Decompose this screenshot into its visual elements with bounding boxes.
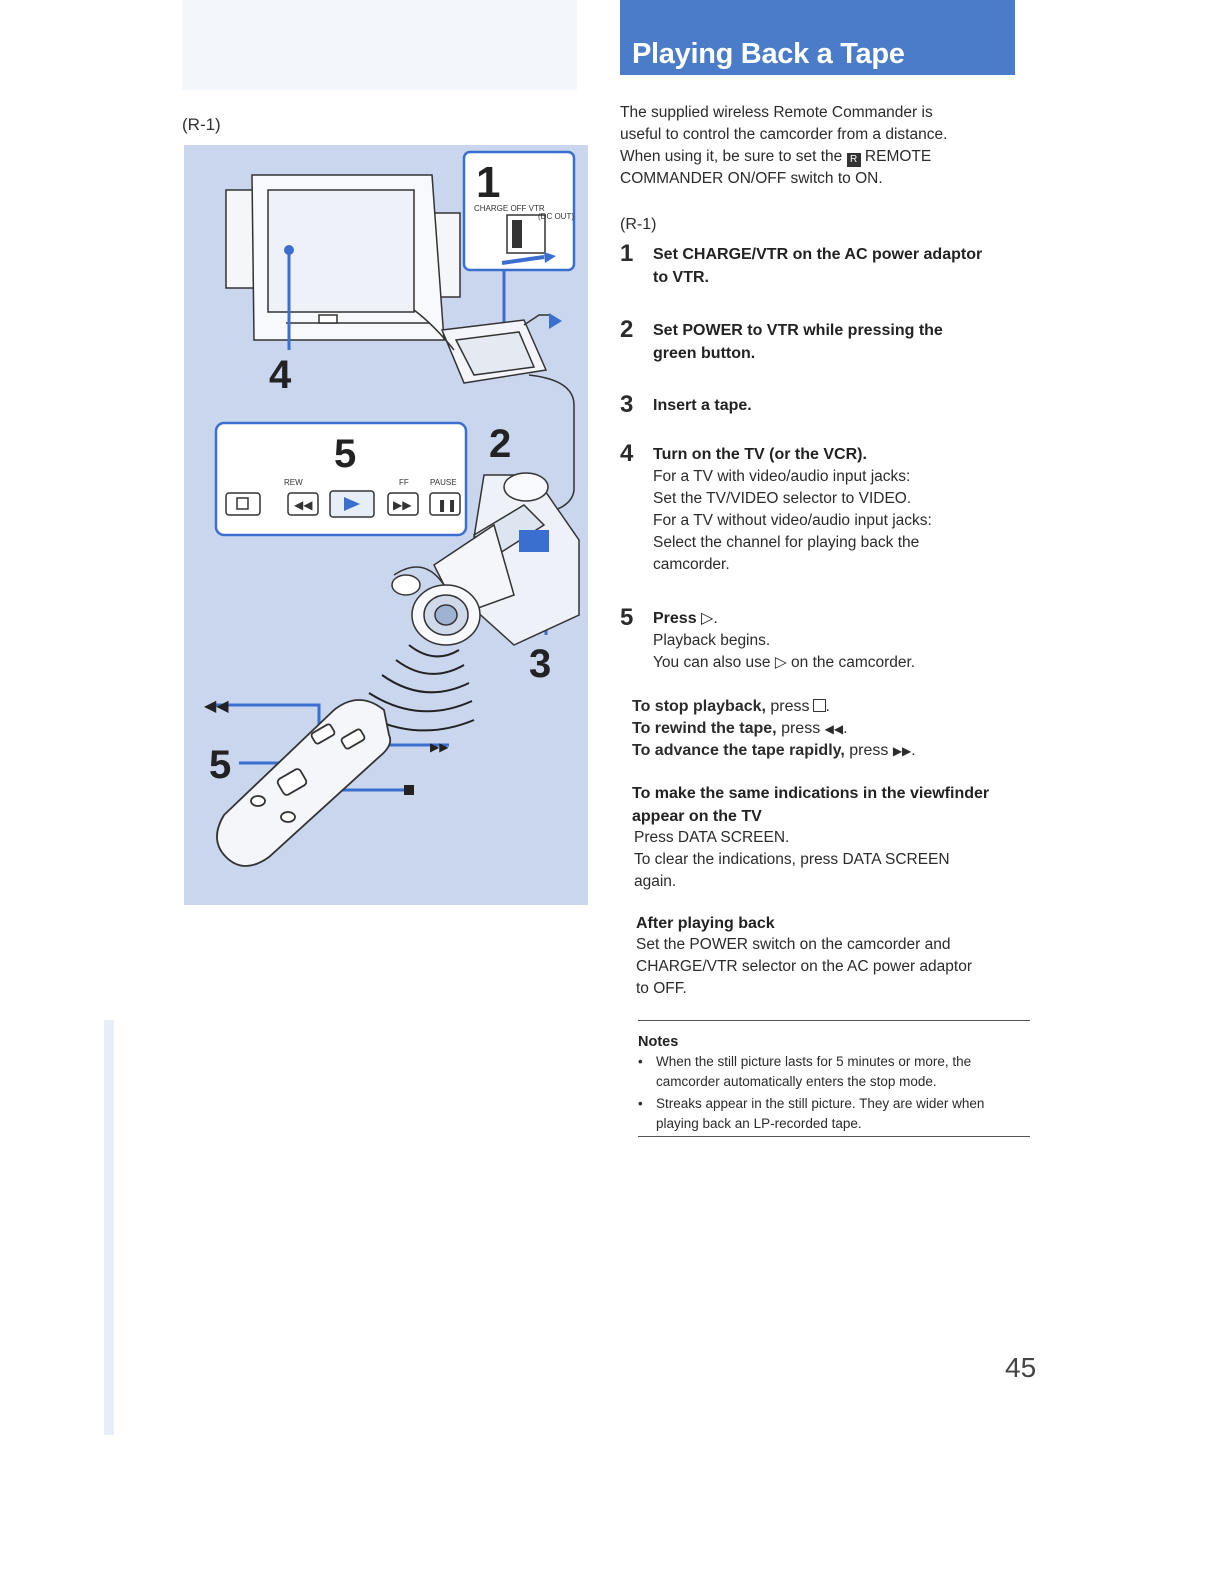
rewind-arrow-icon: ◀◀ xyxy=(204,698,229,715)
after-heading: After playing back xyxy=(636,915,775,932)
note-line: Streaks appear in the still picture. They are wider when xyxy=(656,1096,985,1111)
ff-label: FF xyxy=(399,478,409,487)
op-text: press xyxy=(770,698,810,715)
callout-3: 3 xyxy=(529,642,552,686)
step-heading: Insert a tape. xyxy=(653,397,752,414)
left-edge-decoration xyxy=(104,1020,114,1435)
step-number: 2 xyxy=(620,316,634,343)
step-line: For a TV without video/audio input jacks: xyxy=(653,512,932,529)
step-heading xyxy=(653,607,1030,630)
step-line: Select the channel for playing back the xyxy=(653,534,920,551)
stop-icon xyxy=(813,699,826,712)
notes-divider-top xyxy=(638,1020,1030,1021)
stop-playback-line xyxy=(632,696,830,718)
play-icon: ▷. xyxy=(701,610,718,627)
step-line-part: You can also use xyxy=(653,654,771,671)
intro-line-1: The supplied wireless Remote Commander is xyxy=(620,104,933,121)
step-number: 3 xyxy=(620,391,634,418)
callout-4: 4 xyxy=(269,353,292,397)
page-title: Playing Back a Tape xyxy=(632,38,905,70)
intro-line-3a: When using it, be sure to set the xyxy=(620,148,843,165)
text-line: To clear the indications, press DATA SCREEN xyxy=(634,851,950,868)
intro-line-3 xyxy=(620,146,1010,168)
step-4 xyxy=(620,440,1030,576)
stop-square-icon xyxy=(404,785,414,795)
title-bar xyxy=(620,0,1015,75)
op-end: . xyxy=(825,698,830,715)
figure-label: (R-1) xyxy=(182,115,221,134)
op-text: press xyxy=(849,742,889,759)
step-1 xyxy=(620,240,1030,289)
tv-drawing xyxy=(226,175,460,340)
note-line: playing back an LP-recorded tape. xyxy=(656,1116,862,1131)
step-heading: Set CHARGE/VTR on the AC power adaptor xyxy=(653,246,983,263)
note-line: camcorder automatically enters the stop mode. xyxy=(656,1074,937,1089)
intro-line-3b: REMOTE xyxy=(864,148,932,165)
top-band-decoration xyxy=(182,0,577,90)
fast-forward-icon: ▶▶ xyxy=(892,744,912,758)
adaptor-label: CHARGE OFF VTR xyxy=(474,204,545,213)
press-label: Press xyxy=(653,610,697,627)
bullet-icon: • xyxy=(638,1054,643,1069)
step-number: 1 xyxy=(620,240,634,267)
step-heading: Turn on the TV (or the VCR). xyxy=(653,446,867,463)
advance-line xyxy=(632,740,916,762)
connection-dot xyxy=(284,245,294,255)
callout-2: 2 xyxy=(489,422,512,466)
page-number: 45 xyxy=(1005,1352,1037,1383)
svg-text:◀◀: ◀◀ xyxy=(294,498,313,512)
rewind-line xyxy=(632,718,848,740)
bullet-icon: • xyxy=(638,1096,643,1111)
step-number: 5 xyxy=(620,604,634,631)
text-line: Press DATA SCREEN. xyxy=(634,829,790,846)
step-number: 4 xyxy=(620,440,634,467)
note-item xyxy=(638,1052,1038,1092)
op-bold: To rewind the tape, xyxy=(632,720,777,737)
step-line: For a TV with video/audio input jacks: xyxy=(653,468,911,485)
intro-paragraph xyxy=(620,102,1010,190)
after-text xyxy=(636,934,1036,1000)
play-icon: ▷ xyxy=(774,654,787,671)
callout-5-top: 5 xyxy=(334,432,357,476)
adaptor-dc-out-label: (DC OUT) xyxy=(538,212,574,221)
intro-line-2: useful to control the camcorder from a distance. xyxy=(620,126,948,143)
text-line: again. xyxy=(634,873,677,890)
op-end: . xyxy=(843,720,848,737)
op-end: . xyxy=(911,742,916,759)
viewfinder-text xyxy=(634,827,1034,893)
heading-line: appear on the TV xyxy=(632,808,762,825)
viewfinder-heading xyxy=(632,782,1032,828)
svg-text:❚❚: ❚❚ xyxy=(437,498,458,512)
section-label: (R-1) xyxy=(620,216,657,233)
step-line: Playback begins. xyxy=(653,632,771,649)
op-bold: To advance the tape rapidly, xyxy=(632,742,845,759)
step-2 xyxy=(620,316,1030,365)
step-line: camcorder. xyxy=(653,556,730,573)
rewind-icon: ◀◀ xyxy=(824,722,844,736)
note-item xyxy=(638,1094,1038,1134)
step-line-part: on the camcorder. xyxy=(791,654,916,671)
step-heading: green button. xyxy=(653,345,756,362)
text-line: to OFF. xyxy=(636,980,687,997)
callout-5-bottom: 5 xyxy=(209,743,232,787)
callout-1: 1 xyxy=(476,158,501,207)
notes-heading: Notes xyxy=(638,1034,679,1050)
step-line xyxy=(653,652,1030,674)
playback-illustration xyxy=(184,145,588,905)
remote-r-icon: R xyxy=(847,153,861,167)
intro-line-4: COMMANDER ON/OFF switch to ON. xyxy=(620,170,883,187)
step-heading: to VTR. xyxy=(653,269,709,286)
pause-label: PAUSE xyxy=(430,478,457,487)
ff-arrow-icon: ▶▶ xyxy=(430,740,449,754)
rew-label: REW xyxy=(284,478,303,487)
notes-divider-bottom xyxy=(638,1136,1030,1137)
heading-line: To make the same indications in the viewfinder xyxy=(632,785,990,802)
text-line: Set the POWER switch on the camcorder and xyxy=(636,936,951,953)
step-heading: Set POWER to VTR while pressing the xyxy=(653,322,943,339)
op-bold: To stop playback, xyxy=(632,698,766,715)
text-line: CHARGE/VTR selector on the AC power adaptor xyxy=(636,958,972,975)
step-3 xyxy=(620,391,1030,418)
op-text: press xyxy=(781,720,821,737)
step-5 xyxy=(620,604,1030,674)
svg-text:▶▶: ▶▶ xyxy=(393,498,412,512)
step-line: Set the TV/VIDEO selector to VIDEO. xyxy=(653,490,912,507)
note-line: When the still picture lasts for 5 minutes or more, the xyxy=(656,1054,972,1069)
